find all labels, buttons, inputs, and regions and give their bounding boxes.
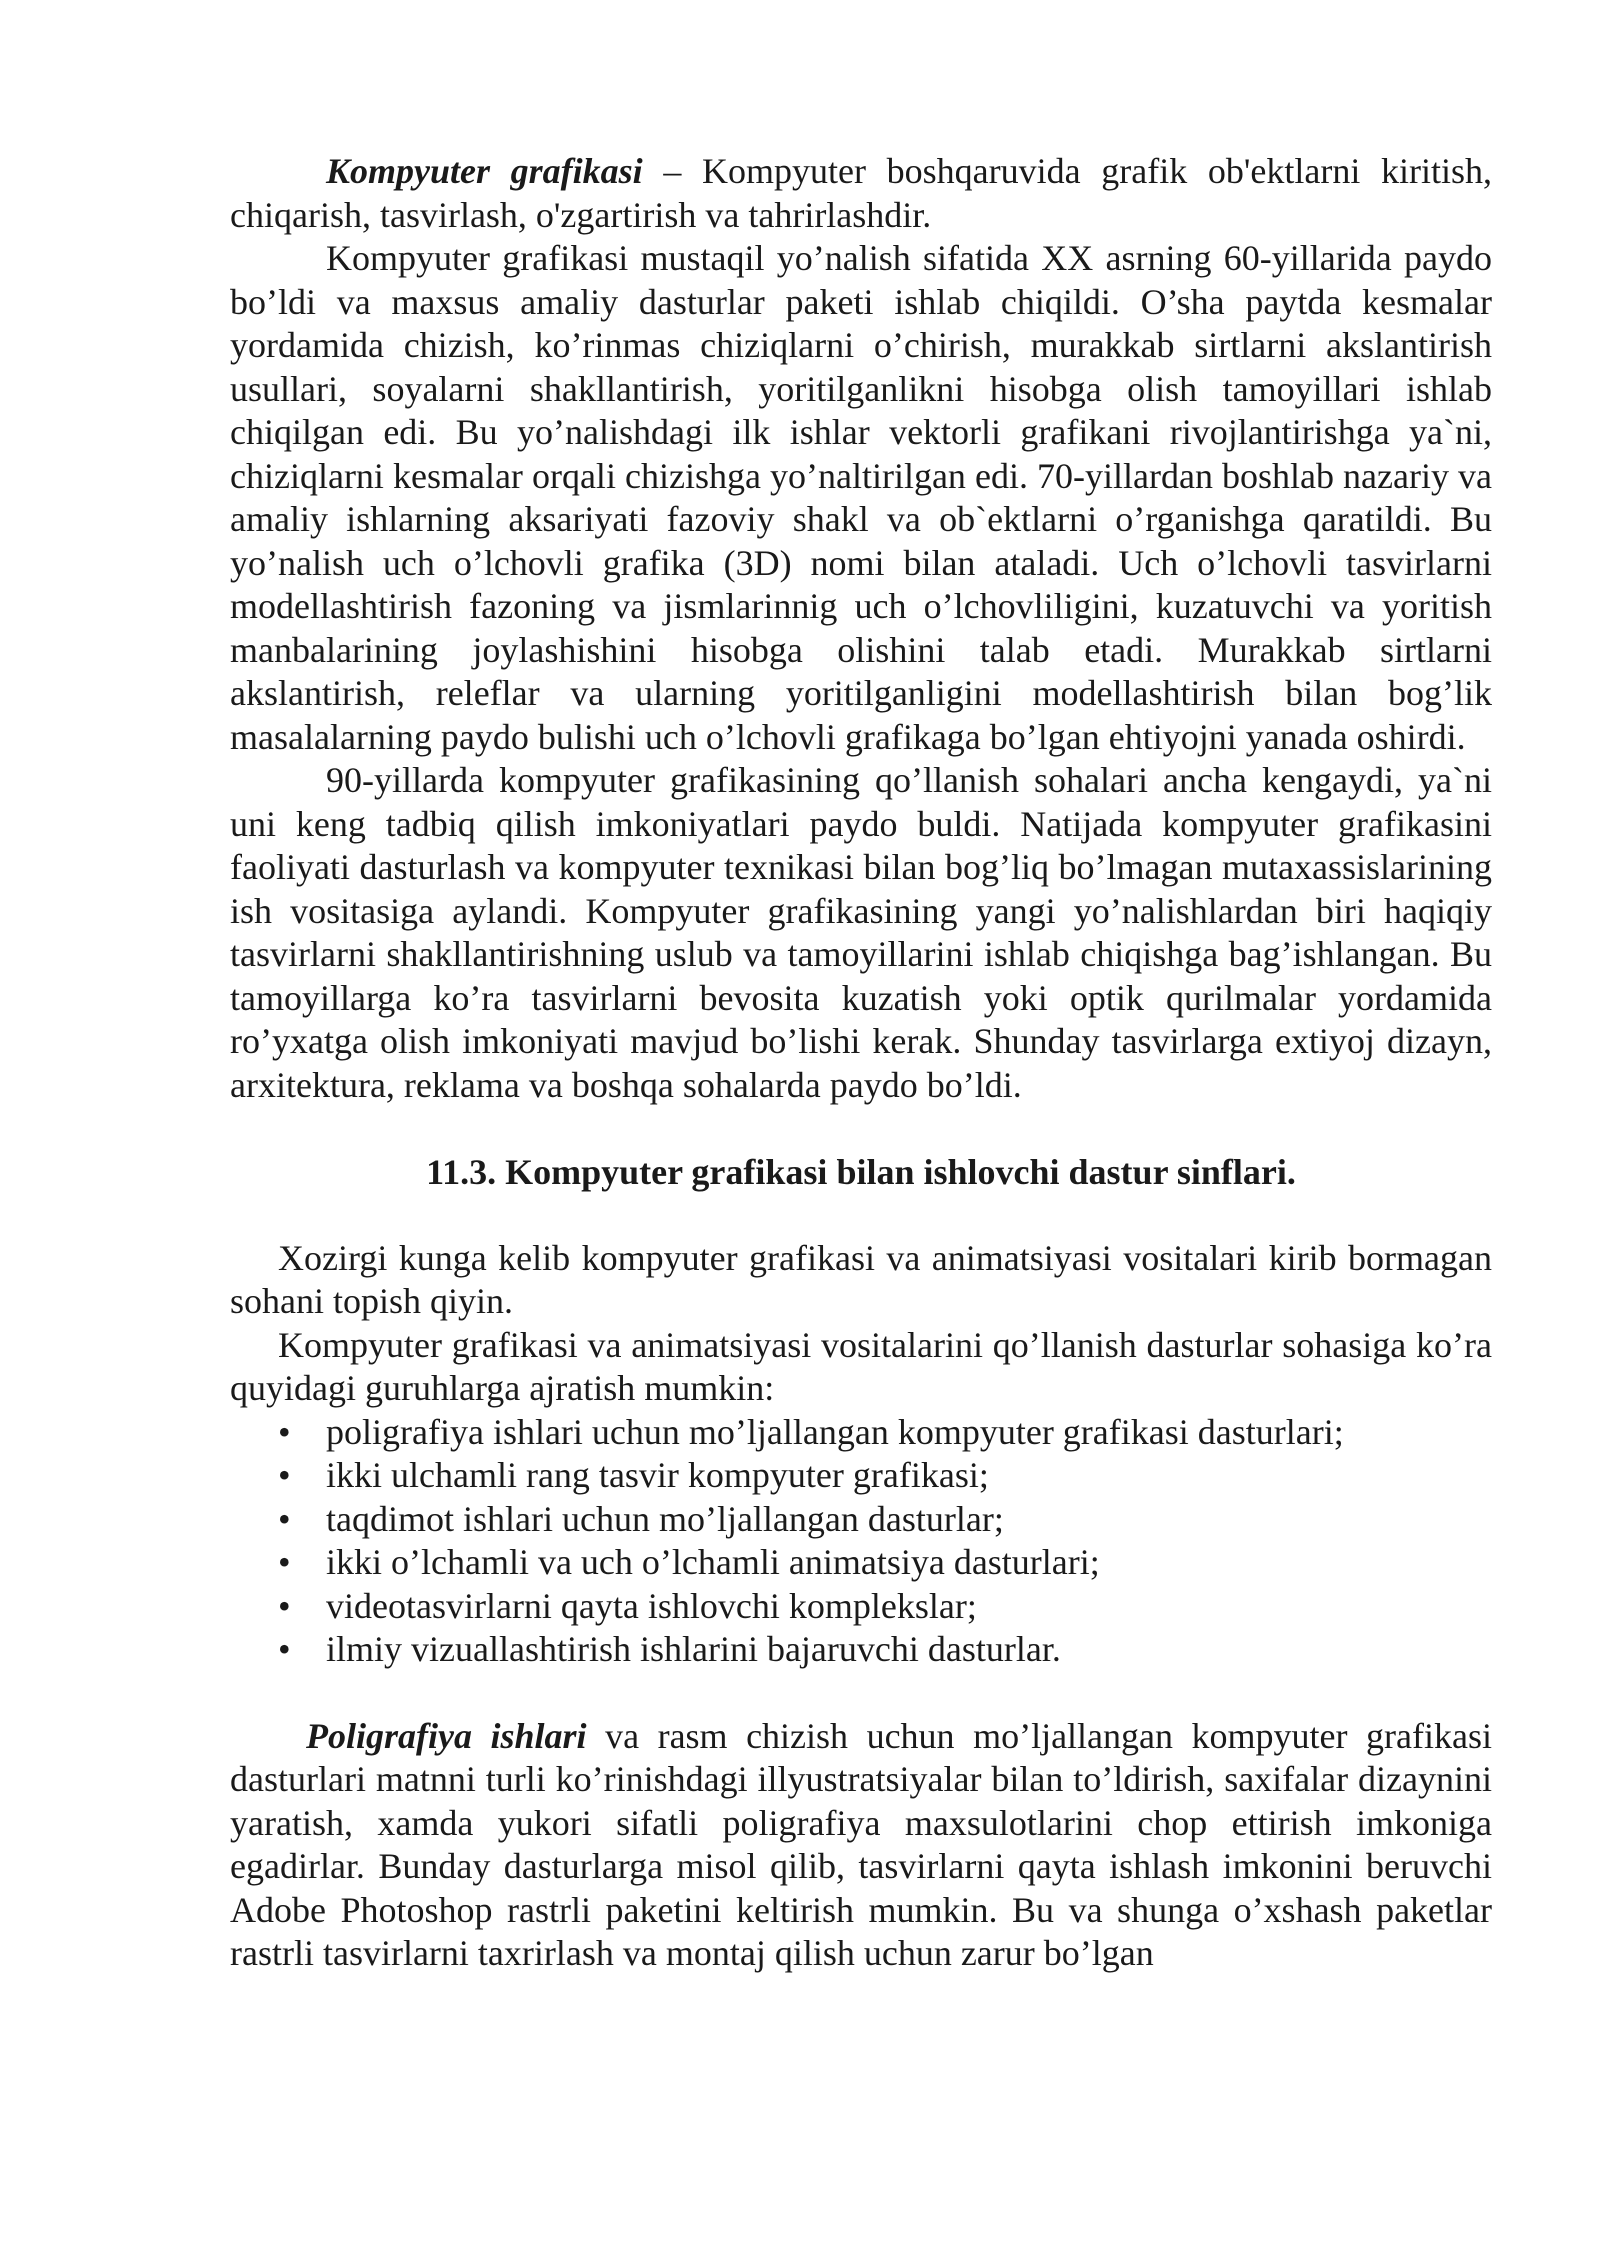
list-item bbox=[278, 1585, 1492, 1629]
list-item-text: videotasvirlarni qayta ishlovchi komplekslar; bbox=[326, 1585, 977, 1626]
bullet-icon: • bbox=[278, 1498, 291, 1539]
list-item-text: taqdimot ishlari uchun mo’ljallangan dasturlar; bbox=[326, 1498, 1004, 1539]
list-item-text: ilmiy vizuallashtirish ishlarini bajaruvchi dasturlar. bbox=[326, 1629, 1061, 1669]
paragraph-definition bbox=[230, 150, 1492, 237]
paragraph-groups: Kompyuter grafikasi va animatsiyasi vositalarini qo’llanish dasturlar sohasiga ko’ra quyidagi guruhlarga ajratish mumkin: bbox=[230, 1324, 1492, 1408]
list-item-text: ikki o’lchamli va uch o’lchamli animatsiya dasturlari; bbox=[326, 1542, 1100, 1582]
list-item-text: poligrafiya ishlari uchun mo’ljallangan kompyuter grafikasi dasturlari; bbox=[326, 1411, 1344, 1452]
bullet-icon: • bbox=[278, 1629, 291, 1669]
bullet-icon: • bbox=[278, 1455, 291, 1495]
bullet-icon: • bbox=[278, 1585, 291, 1626]
section-heading: 11.3. Kompyuter grafikasi bilan ishlovchi dastur sinflari. bbox=[426, 1152, 1296, 1192]
paragraph-history-60s: Kompyuter grafikasi mustaqil yo’nalish sifatida XX asrning 60-yillarida paydo bo’ldi va maxsus amaliy dasturlar paketi ishlab chiqildi. O’sha paytda kesmalar yordamida chizish, ko’rinmas chiziqlarni o’chirish, murakkab sirtlarni akslantirish usullari, soyalarni shakllantirish, yoritilganlikni hisobga olish tamoyillari ishlab chiqilgan edi. Bu yo’nalishdagi ilk ishlar vektorli grafikani rivojlantirishga ya`ni, chiziqlarni kesmalar orqali chizishga yo’naltirilgan edi. 70-yillardan boshlab nazariy va amaliy ishlarning aksariyati fazoviy shakl va ob`ektlarni o’rganishga qaratildi. Bu yo’nalish uch o’lchovli grafika (3D) nomi bilan ataladi. Uch o’lchovli tasvirlarni modellashtirish fazoning va jismlarinnig uch o’lchovliligini, kuzatuvchi va yoritish manbalarining joylashishini hisobga olishini talab etadi. Murakkab sirtlarni akslantirish, releflar va ularning yoritilganligini modellashtirish bilan bog’lik masalalarning paydo bulishi uch o’lchovli grafikaga bo’lgan ehtiyojni yanada oshirdi. bbox=[230, 238, 1492, 757]
list-item bbox=[278, 1454, 1492, 1498]
paragraph-poligrafiya bbox=[230, 1715, 1492, 1976]
poligrafiya-text: va rasm chizish uchun mo’ljallangan kompyuter grafikasi dasturlari matnni turli ko’rinishdagi illyustratsiyalar bilan to’ldirish, saxifalar dizaynini yaratish, xamda yukori sifatli poligrafiya maxsulotlarini chop ettirish imkoniga egadirlar. Bunday dasturlarga misol qilib, tasvirlarni qayta ishlash imkonini beruvchi Adobe Photoshop rastrli paketini keltirish mumkin. Bu va shunga o’xshash paketlar rastrli tasvirlarni taxrirlash va montaj qilish uchun zarur bo’lgan bbox=[230, 1715, 1492, 1973]
list-item bbox=[278, 1411, 1492, 1455]
paragraph-intro: Xozirgi kunga kelib kompyuter grafikasi va animatsiyasi vositalari kirib bormagan sohani topish qiyin. bbox=[230, 1237, 1492, 1321]
document-page bbox=[230, 150, 1492, 1976]
list-item-text: ikki ulchamli rang tasvir kompyuter grafikasi; bbox=[326, 1455, 989, 1495]
term-kompyuter-grafikasi: Kompyuter grafikasi bbox=[326, 151, 643, 191]
paragraph-history-90s: 90-yillarda kompyuter grafikasining qo’llanish sohalari ancha kengaydi, ya`ni uni keng tadbiq qilish imkoniyatlari paydo buldi. Natijada kompyuter grafikasini faoliyati dasturlash va kompyuter texnikasi bilan bog’liq bo’lmagan mutaxassislarining ish vositasiga aylandi. Kompyuter grafikasining yangi yo’nalishlardan biri haqiqiy tasvirlarni shakllantirishning uslub va tamoyillarini ishlab chiqishga bag’ishlangan. Bu tamoyillarga ko’ra tasvirlarni bevosita kuzatish yoki optik qurilmalar yordamida ro’yxatga olish imkoniyati mavjud bo’lishi kerak. Shunday tasvirlarga extiyoj dizayn, arxitektura, reklama va boshqa sohalarda paydo bo’ldi. bbox=[230, 760, 1492, 1105]
program-classes-list bbox=[230, 1411, 1492, 1672]
list-item bbox=[278, 1541, 1492, 1585]
bullet-icon: • bbox=[278, 1411, 291, 1452]
bullet-icon: • bbox=[278, 1542, 291, 1582]
list-item bbox=[278, 1498, 1492, 1542]
term-poligrafiya-ishlari: Poligrafiya ishlari bbox=[306, 1715, 587, 1756]
definition-text: – Kompyuter boshqaruvida grafik ob'ektlarni kiritish, chiqarish, tasvirlash, o'zgartirish va tahrirlashdir. bbox=[230, 151, 1493, 235]
list-item bbox=[278, 1628, 1492, 1672]
